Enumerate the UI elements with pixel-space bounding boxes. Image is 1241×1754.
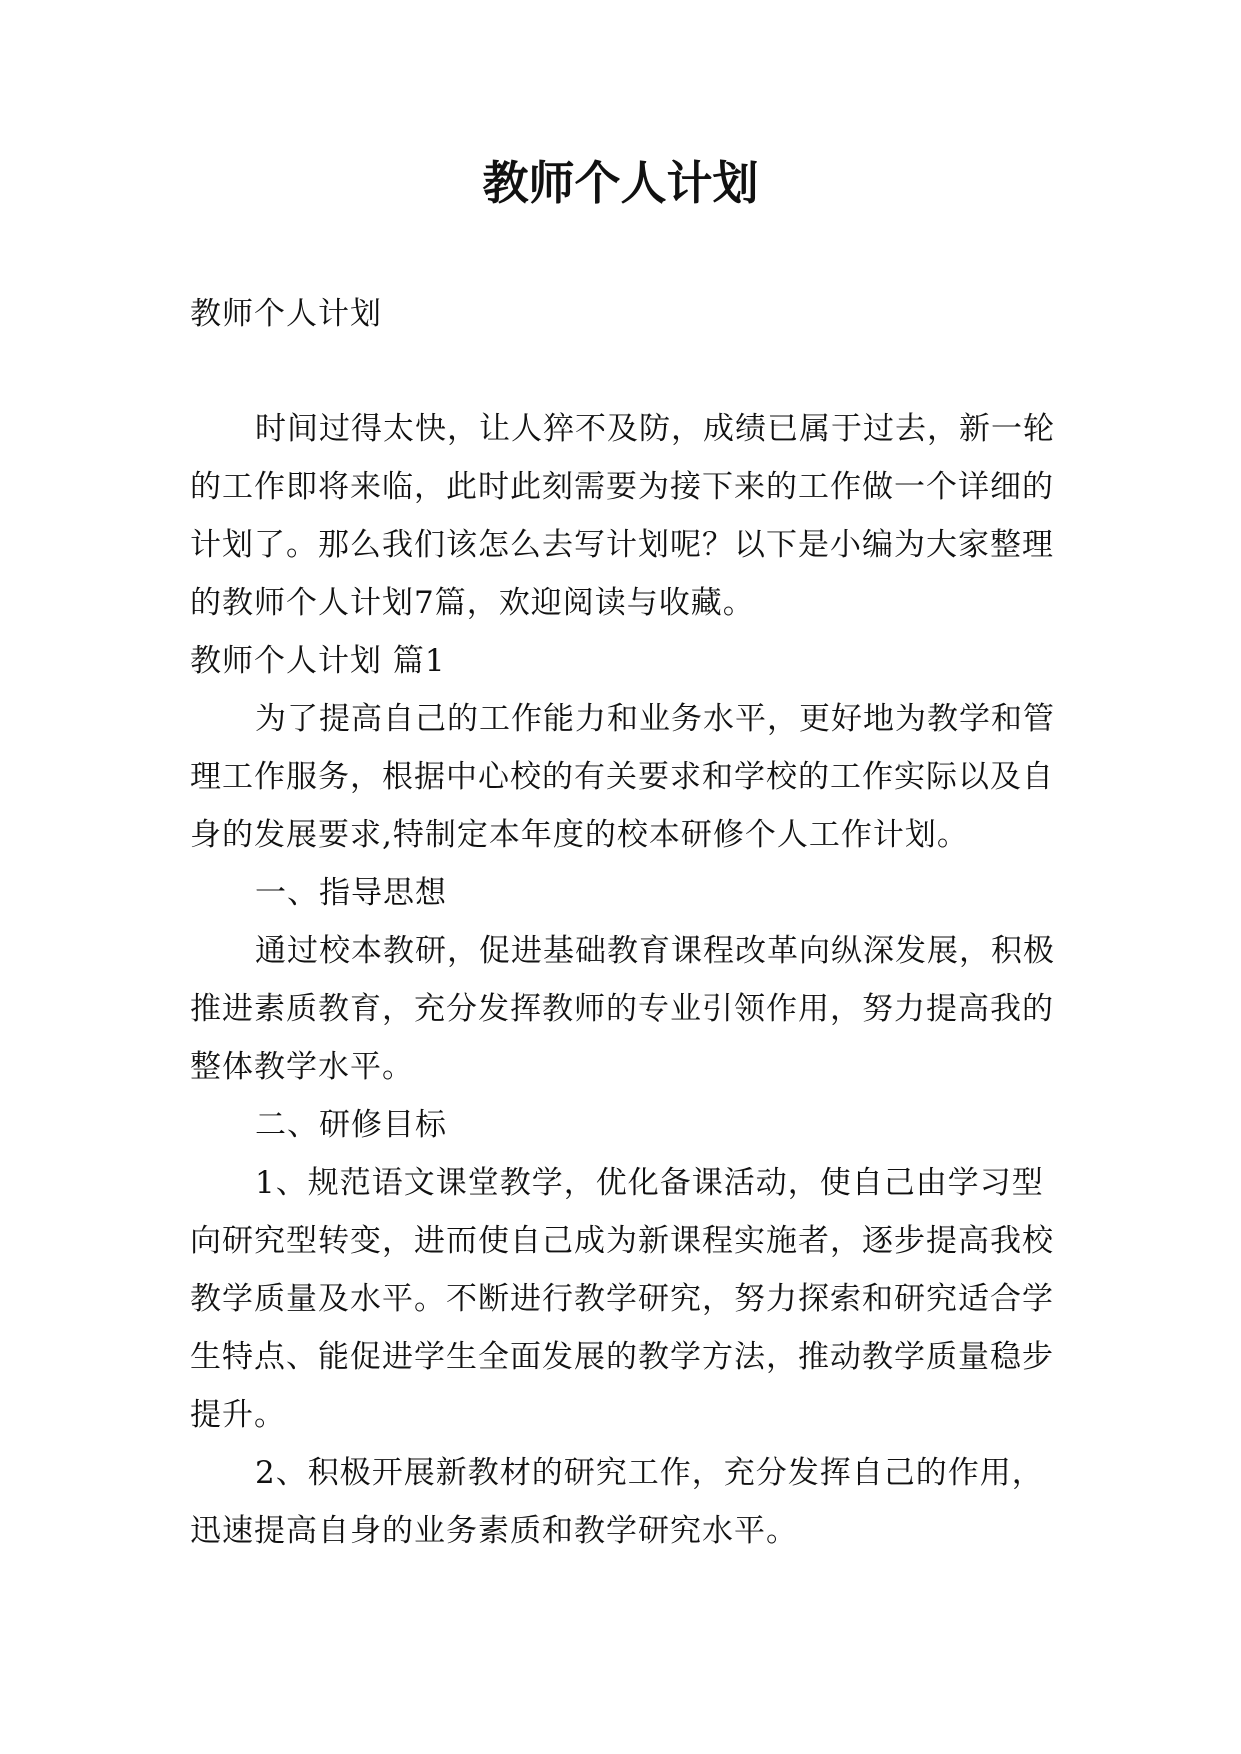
purpose-paragraph: 为了提高自己的工作能力和业务水平，更好地为教学和管理工作服务，根据中心校的有关要求和学校的工作实际以及自身的发展要求,特制定本年度的校本研修个人工作计划。 — [190, 701, 1055, 853]
intro-paragraph: 时间过得太快，让人猝不及防，成绩已属于过去，新一轮的工作即将来临，此时此刻需要为接下来的工作做一个详细的计划了。那么我们该怎么去写计划呢？以下是小编为大家整理的教师个人计划7篇，欢迎阅读与收藏。 — [190, 411, 1055, 621]
goal-1-paragraph: 1、规范语文课堂教学，优化备课活动，使自己由学习型向研究型转变，进而使自己成为新课程实施者，逐步提高我校教学质量及水平。不断进行教学研究，努力探索和研究适合学生特点、能促进学生全面发展的教学方法，推动教学质量稳步提升。 — [190, 1165, 1054, 1433]
document-body — [190, 285, 1060, 1560]
document-title: 教师个人计划 — [482, 156, 759, 210]
guiding-thought-paragraph: 通过校本教研，促进基础教育课程改革向纵深发展，积极推进素质教育，充分发挥教师的专业引领作用，努力提高我的整体教学水平。 — [190, 933, 1055, 1085]
goal-2-paragraph: 2、积极开展新教材的研究工作，充分发挥自己的作用，迅速提高自身的业务素质和教学研究水平。 — [190, 1455, 1044, 1549]
research-goals-heading: 二、研修目标 — [255, 1107, 447, 1143]
document-subtitle: 教师个人计划 — [190, 296, 382, 332]
guiding-thought-heading: 一、指导思想 — [255, 875, 447, 911]
section-heading-part-1: 教师个人计划 篇1 — [190, 643, 446, 679]
